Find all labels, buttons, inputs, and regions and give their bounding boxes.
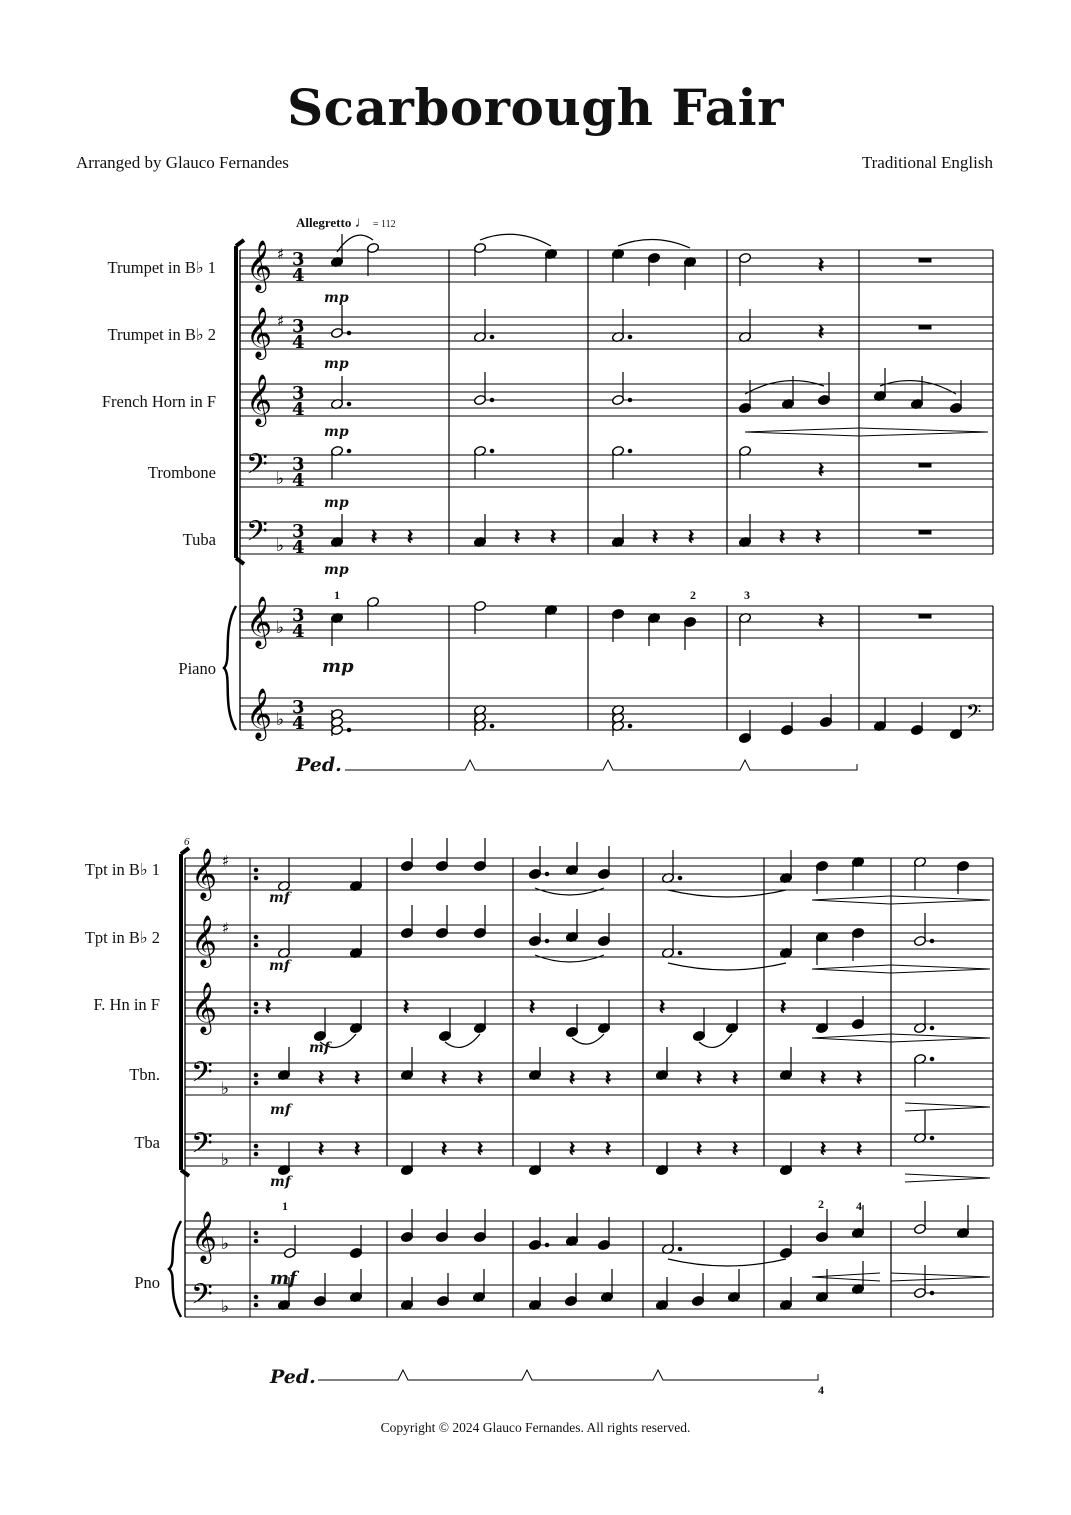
quarter-rest-icon: 𝄽 <box>605 1066 612 1090</box>
slur <box>668 963 786 970</box>
composer-credit: Traditional English <box>861 153 993 172</box>
repeat-dot <box>254 1303 258 1307</box>
augmentation-dot <box>545 1243 549 1247</box>
bass-clef-icon: 𝄢 <box>246 448 268 488</box>
time-signature-bottom: 4 <box>292 621 305 642</box>
arranger-credit: Arranged by Glauco Fernandes <box>76 153 289 172</box>
augmentation-dot <box>678 1247 682 1251</box>
time-signature-bottom: 4 <box>292 537 305 558</box>
quarter-rest-icon: 𝄽 <box>779 525 786 549</box>
dynamic-tbn: mf <box>270 1102 291 1118</box>
piano-brace <box>169 1221 181 1317</box>
time-signature-top: 3 <box>292 454 305 475</box>
repeat-dot <box>254 1231 258 1235</box>
treble-clef-icon: 𝄞 <box>246 240 273 291</box>
dynamic-tpt-1: mf <box>269 890 290 906</box>
quarter-rest-icon: 𝄽 <box>818 320 825 344</box>
copyright-notice: Copyright © 2024 Glauco Fernandes. All rights reserved. <box>380 1420 691 1435</box>
flat-icon: ♭ <box>276 618 285 638</box>
quarter-rest-icon: 𝄽 <box>265 995 272 1019</box>
dynamic-tuba: mp <box>324 562 349 578</box>
repeat-dot <box>254 943 258 947</box>
quarter-rest-icon: 𝄽 <box>318 1066 325 1090</box>
crescendo-hairpin <box>812 965 891 973</box>
time-signature-bottom: 4 <box>292 713 305 734</box>
instrument-label-piano: Piano <box>178 659 216 678</box>
repeat-dot <box>254 868 258 872</box>
whole-rest <box>919 614 931 618</box>
slur <box>480 234 551 246</box>
diminuendo-hairpin <box>891 896 990 904</box>
time-signature-top: 3 <box>292 605 305 626</box>
quarter-rest-icon: 𝄽 <box>818 253 825 277</box>
repeat-dot <box>254 1073 258 1077</box>
diminuendo-hairpin <box>905 1174 990 1182</box>
quarter-rest-icon: 𝄽 <box>605 1137 612 1161</box>
dynamic-trumpet-1: mp <box>324 290 349 306</box>
slur <box>618 239 690 248</box>
treble-clef-icon: 𝄞 <box>191 982 218 1033</box>
whole-rest <box>919 530 931 534</box>
quarter-rest-icon: 𝄽 <box>354 1066 361 1090</box>
dynamic-pno: mf <box>270 1268 297 1289</box>
augmentation-dot <box>678 876 682 880</box>
flat-icon: ♭ <box>221 1234 230 1254</box>
flat-icon: ♭ <box>221 1150 230 1170</box>
quarter-rest-icon: 𝄽 <box>732 1137 739 1161</box>
treble-clef-icon: 𝄞 <box>246 307 273 358</box>
measure-number: 6 <box>184 836 190 848</box>
bass-clef-icon: 𝄢 <box>191 1278 213 1318</box>
whole-rest <box>919 463 931 467</box>
bass-clef-icon: 𝄢 <box>191 1056 213 1096</box>
repeat-dot <box>254 935 258 939</box>
repeat-dot <box>254 1081 258 1085</box>
instrument-label-french-horn: French Horn in F <box>101 392 216 411</box>
augmentation-dot <box>930 1136 934 1140</box>
slur <box>668 1259 786 1266</box>
flat-icon: ♭ <box>276 469 285 489</box>
instrument-label-pno: Pno <box>134 1273 160 1292</box>
quarter-rest-icon: 𝄽 <box>514 525 521 549</box>
bass-clef-icon: 𝄢 <box>966 700 982 728</box>
sharp-icon: ♯ <box>222 852 230 870</box>
augmentation-dot <box>628 449 632 453</box>
diminuendo-hairpin <box>891 1273 990 1281</box>
repeat-dot <box>254 876 258 880</box>
flat-icon: ♭ <box>276 710 285 730</box>
repeat-dot <box>254 1144 258 1148</box>
repeat-dot <box>254 1239 258 1243</box>
time-signature-bottom: 4 <box>292 470 305 491</box>
time-signature-top: 3 <box>292 521 305 542</box>
instrument-label-tuba: Tuba <box>182 530 216 549</box>
time-signature-top: 3 <box>292 316 305 337</box>
quarter-rest-icon: 𝄽 <box>407 525 414 549</box>
repeat-dot <box>254 1152 258 1156</box>
quarter-rest-icon: 𝄽 <box>818 609 825 633</box>
quarter-rest-icon: 𝄽 <box>371 525 378 549</box>
augmentation-dot <box>347 331 351 335</box>
quarter-rest-icon: 𝄽 <box>652 525 659 549</box>
tempo-text: Allegretto <box>296 215 352 230</box>
tempo-bpm: = 112 <box>372 219 396 230</box>
augmentation-dot <box>628 724 632 728</box>
quarter-rest-icon: 𝄽 <box>441 1137 448 1161</box>
quarter-rest-icon: 𝄽 <box>477 1066 484 1090</box>
fingering: 3 <box>744 588 750 602</box>
quarter-rest-icon: 𝄽 <box>688 525 695 549</box>
quarter-rest-icon: 𝄽 <box>550 525 557 549</box>
dynamic-trumpet-2: mp <box>324 356 349 372</box>
quarter-rest-icon: 𝄽 <box>696 1137 703 1161</box>
augmentation-dot <box>545 939 549 943</box>
slur <box>535 955 604 962</box>
quarter-rest-icon: 𝄽 <box>477 1137 484 1161</box>
quarter-rest-icon: 𝄽 <box>732 1066 739 1090</box>
fingering: 2 <box>818 1197 824 1211</box>
treble-clef-icon: 𝄞 <box>246 688 273 739</box>
augmentation-dot <box>930 939 934 943</box>
quarter-rest-icon: 𝄽 <box>403 995 410 1019</box>
repeat-dot <box>254 1295 258 1299</box>
quarter-rest-icon: 𝄽 <box>318 1137 325 1161</box>
crescendo-hairpin <box>812 896 891 904</box>
instrument-label-tpt-2: Tpt in B♭ 2 <box>84 928 160 947</box>
time-signature-bottom: 4 <box>292 399 305 420</box>
piano-brace <box>224 606 236 730</box>
augmentation-dot <box>347 728 351 732</box>
sharp-icon: ♯ <box>277 245 285 263</box>
augmentation-dot <box>490 398 494 402</box>
slur <box>535 888 604 895</box>
augmentation-dot <box>628 335 632 339</box>
quarter-rest-icon: 𝄽 <box>856 1137 863 1161</box>
whole-rest <box>919 258 931 262</box>
quarter-rest-icon: 𝄽 <box>856 1066 863 1090</box>
fingering: 4 <box>818 1383 824 1397</box>
dynamic-tba: mf <box>270 1174 291 1190</box>
crescendo-hairpin <box>812 1034 891 1042</box>
instrument-label-trumpet-1: Trumpet in B♭ 1 <box>107 258 216 277</box>
quarter-rest-icon: 𝄽 <box>815 525 822 549</box>
augmentation-dot <box>490 335 494 339</box>
fingering: 1 <box>282 1199 288 1213</box>
quarter-note-icon: ♩ <box>354 215 370 231</box>
repeat-dot <box>254 1002 258 1006</box>
treble-clef-icon: 𝄞 <box>191 915 218 966</box>
quarter-rest-icon: 𝄽 <box>354 1137 361 1161</box>
augmentation-dot <box>628 398 632 402</box>
crescendo-hairpin <box>812 1273 880 1281</box>
whole-rest <box>919 325 931 329</box>
quarter-rest-icon: 𝄽 <box>659 995 666 1019</box>
fingering: 1 <box>334 588 340 602</box>
dynamic-tpt-2: mf <box>269 958 290 974</box>
flat-icon: ♭ <box>221 1297 230 1317</box>
dynamic-french-horn: mp <box>324 424 349 440</box>
treble-clef-icon: 𝄞 <box>191 848 218 899</box>
augmentation-dot <box>930 1291 934 1295</box>
time-signature-top: 3 <box>292 249 305 270</box>
instrument-label-tpt-1: Tpt in B♭ 1 <box>84 860 160 879</box>
pedal-line <box>345 760 857 770</box>
quarter-rest-icon: 𝄽 <box>820 1066 827 1090</box>
time-signature-bottom: 4 <box>292 332 305 353</box>
sharp-icon: ♯ <box>277 312 285 330</box>
pedal-mark: Ped. <box>270 1366 316 1388</box>
quarter-rest-icon: 𝄽 <box>569 1066 576 1090</box>
repeat-dot <box>254 1010 258 1014</box>
diminuendo-hairpin <box>859 428 988 436</box>
treble-clef-icon: 𝄞 <box>246 374 273 425</box>
pedal-line <box>318 1370 818 1380</box>
time-signature-top: 3 <box>292 383 305 404</box>
augmentation-dot <box>930 1026 934 1030</box>
instrument-label-trumpet-2: Trumpet in B♭ 2 <box>107 325 216 344</box>
instrument-label-f-hn: F. Hn in F <box>93 995 160 1014</box>
diminuendo-hairpin <box>891 965 990 973</box>
time-signature-bottom: 4 <box>292 265 305 286</box>
quarter-rest-icon: 𝄽 <box>820 1137 827 1161</box>
augmentation-dot <box>678 951 682 955</box>
quarter-rest-icon: 𝄽 <box>780 995 787 1019</box>
sharp-icon: ♯ <box>222 919 230 937</box>
bass-clef-icon: 𝄢 <box>246 515 268 555</box>
score-title: Scarborough Fair <box>287 78 784 137</box>
slur <box>572 1034 604 1044</box>
augmentation-dot <box>490 449 494 453</box>
bass-clef-icon: 𝄢 <box>191 1127 213 1167</box>
treble-clef-icon: 𝄞 <box>191 1211 218 1262</box>
time-signature-top: 3 <box>292 697 305 718</box>
augmentation-dot <box>930 1057 934 1061</box>
flat-icon: ♭ <box>276 536 285 556</box>
diminuendo-hairpin <box>891 1034 990 1042</box>
augmentation-dot <box>545 872 549 876</box>
instrument-label-tba: Tba <box>134 1133 160 1152</box>
treble-clef-icon: 𝄞 <box>246 596 273 647</box>
dynamic-piano: mp <box>322 656 354 677</box>
diminuendo-hairpin <box>905 1103 990 1111</box>
slur <box>668 890 786 897</box>
quarter-rest-icon: 𝄽 <box>818 458 825 482</box>
dynamic-f-hn: mf <box>309 1040 330 1056</box>
quarter-rest-icon: 𝄽 <box>529 995 536 1019</box>
instrument-label-tbn: Tbn. <box>129 1065 160 1084</box>
flat-icon: ♭ <box>221 1079 230 1099</box>
instrument-label-trombone: Trombone <box>147 463 216 482</box>
crescendo-hairpin <box>745 428 859 436</box>
dynamic-trombone: mp <box>324 495 349 511</box>
fingering: 2 <box>690 588 696 602</box>
augmentation-dot <box>347 402 351 406</box>
augmentation-dot <box>490 724 494 728</box>
quarter-rest-icon: 𝄽 <box>441 1066 448 1090</box>
quarter-rest-icon: 𝄽 <box>696 1066 703 1090</box>
augmentation-dot <box>347 449 351 453</box>
fingering: 4 <box>856 1199 862 1213</box>
quarter-rest-icon: 𝄽 <box>569 1137 576 1161</box>
pedal-mark: Ped. <box>296 754 342 776</box>
